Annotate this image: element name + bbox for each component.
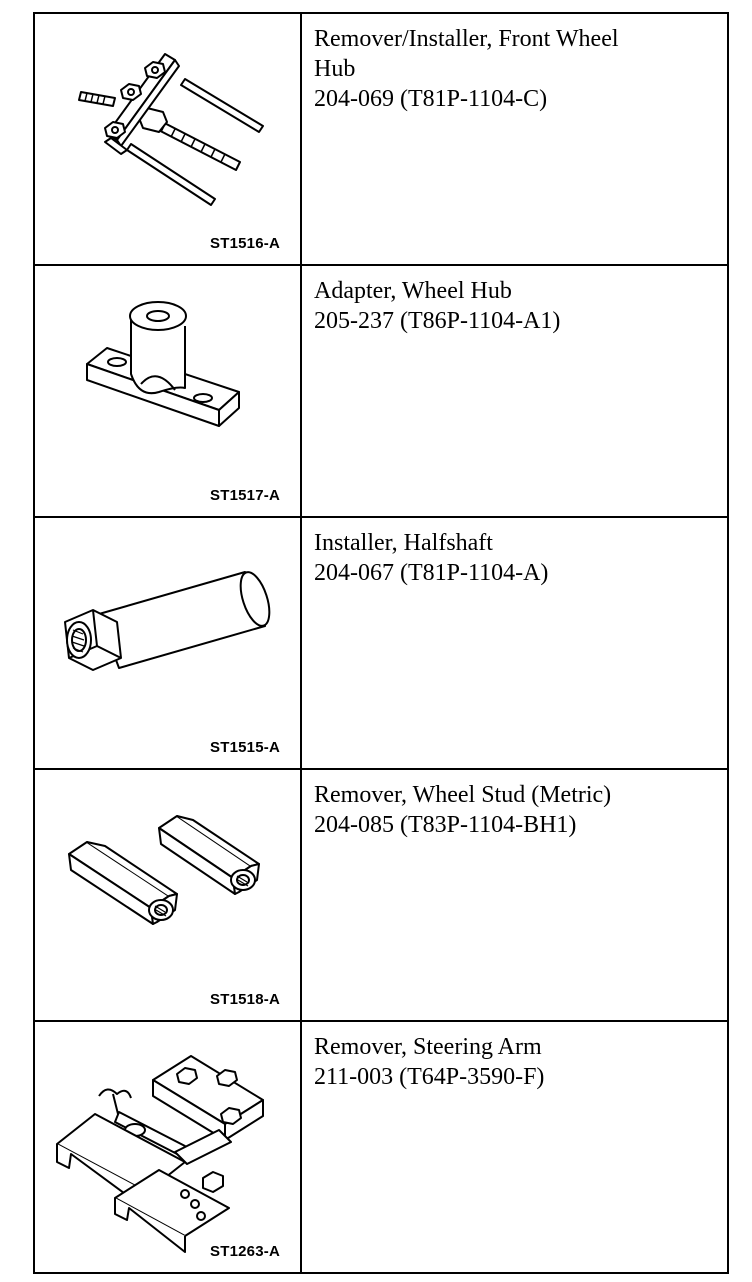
tool-part-number: 204-069 (T81P-1104-C) [314,86,548,112]
halfshaft-installer-icon [35,518,300,758]
tool-row [35,770,727,1022]
tool-name-continued: Hub [314,56,356,82]
wheel-hub-adapter-icon [35,266,300,506]
figure-code: ST1263-A [210,1243,280,1260]
figure-code: ST1518-A [210,991,280,1008]
tool-row [35,518,727,770]
tool-part-number: 204-067 (T81P-1104-A) [314,560,549,586]
tool-name: Remover, Steering Arm [314,1034,542,1060]
tool-illustration-cell [35,518,302,768]
tool-row [35,1022,727,1272]
wheel-stud-remover-icon [35,770,300,1010]
tool-description [302,14,727,264]
tool-description [302,770,727,1020]
tool-description [302,266,727,516]
tool-description [302,518,727,768]
figure-code: ST1517-A [210,487,280,504]
tool-illustration-cell [35,770,302,1020]
tool-row [35,14,727,266]
tool-illustration-cell [35,266,302,516]
tool-part-number: 205-237 (T86P-1104-A1) [314,308,561,334]
figure-code: ST1515-A [210,739,280,756]
tool-illustration-cell [35,14,302,264]
tool-name: Remover, Wheel Stud (Metric) [314,782,612,808]
tool-row [35,266,727,518]
tool-name: Adapter, Wheel Hub [314,278,512,304]
steering-arm-remover-icon [35,1022,300,1262]
wheel-hub-remover-installer-icon [35,14,300,254]
special-tools-table [33,12,729,1274]
tool-name: Remover/Installer, Front Wheel [314,26,619,52]
figure-code: ST1516-A [210,235,280,252]
tool-illustration-cell [35,1022,302,1272]
tool-part-number: 204-085 (T83P-1104-BH1) [314,812,577,838]
tool-part-number: 211-003 (T64P-3590-F) [314,1064,545,1090]
tool-name: Installer, Halfshaft [314,530,493,556]
tool-description [302,1022,727,1272]
